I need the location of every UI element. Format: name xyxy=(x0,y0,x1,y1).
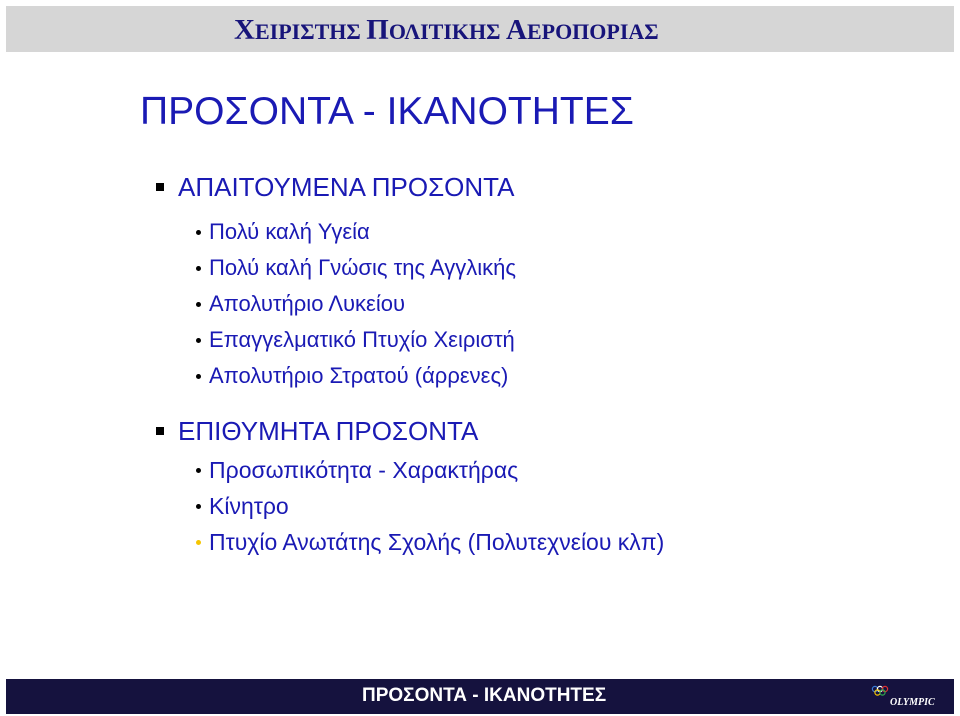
list-item xyxy=(196,524,664,560)
list-item xyxy=(196,322,516,358)
footer-label: ΠΡΟΣΟΝΤΑ - ΙΚΑΝΟΤΗΤΕΣ xyxy=(362,685,607,706)
list-item xyxy=(196,452,664,488)
list-item-text: Απολυτήριο Στρατού (άρρενες) xyxy=(209,363,509,388)
list-item-text: Προσωπικότητα - Χαρακτήρας xyxy=(209,456,519,483)
section-heading: ΑΠΑΙΤΟΥΜΕΝΑ ΠΡΟΣΟΝΤΑ xyxy=(178,172,515,202)
bullet-dot-icon xyxy=(196,302,201,307)
bullet-dot-icon xyxy=(196,230,201,235)
list-item xyxy=(196,286,516,322)
bullet-dot-icon xyxy=(196,468,201,473)
required-list xyxy=(196,214,516,394)
top-header xyxy=(6,6,954,52)
section-desirable xyxy=(154,416,664,560)
list-item xyxy=(196,488,664,524)
header-title xyxy=(234,16,659,45)
header-title-initial: Χ xyxy=(234,14,255,46)
bullet-dot-icon xyxy=(196,338,201,343)
list-item-text: Πολύ καλή Γνώσις της Αγγλικής xyxy=(209,255,517,280)
list-item-text: Απολυτήριο Λυκείου xyxy=(209,291,406,316)
bullet-dot-icon xyxy=(196,374,201,379)
bullet-dot-icon xyxy=(196,540,201,545)
header-title-initial: Α xyxy=(506,14,527,46)
square-bullet-icon xyxy=(156,427,164,435)
section-required xyxy=(154,172,516,394)
section-heading-row xyxy=(154,416,664,446)
bullet-dot-icon xyxy=(196,266,201,271)
bullet-dot-icon xyxy=(196,504,201,509)
section-heading-row xyxy=(154,172,516,202)
list-item xyxy=(196,250,516,286)
header-title-initial: Π xyxy=(366,14,389,46)
list-item-text: Κίνητρο xyxy=(209,492,289,519)
square-bullet-icon xyxy=(156,183,164,191)
olympic-logo-icon xyxy=(868,683,952,710)
olympic-logo-text: OLYMPIC xyxy=(890,697,935,708)
list-item-text: Πτυχίο Ανωτάτης Σχολής (Πολυτεχνείου κλπ) xyxy=(209,528,665,555)
list-item-text: Επαγγελματικό Πτυχίο Χειριστή xyxy=(209,327,515,352)
desirable-list xyxy=(196,452,664,560)
header-title-rest: ΟΛΙΤΙΚΗΣ xyxy=(388,19,506,44)
header-title-rest: ΕΙΡΙΣΤΗΣ xyxy=(254,19,367,44)
footer-bar xyxy=(6,679,954,714)
list-item xyxy=(196,214,516,250)
list-item-text: Πολύ καλή Υγεία xyxy=(209,219,370,244)
slide-title: ΠΡΟΣΟΝΤΑ - ΙΚΑΝΟΤΗΤΕΣ xyxy=(140,90,634,133)
header-title-rest: ΕΡΟΠΟΡΙΑΣ xyxy=(526,19,659,44)
list-item xyxy=(196,358,516,394)
section-heading: ΕΠΙΘΥΜΗΤΑ ΠΡΟΣΟΝΤΑ xyxy=(178,416,479,446)
